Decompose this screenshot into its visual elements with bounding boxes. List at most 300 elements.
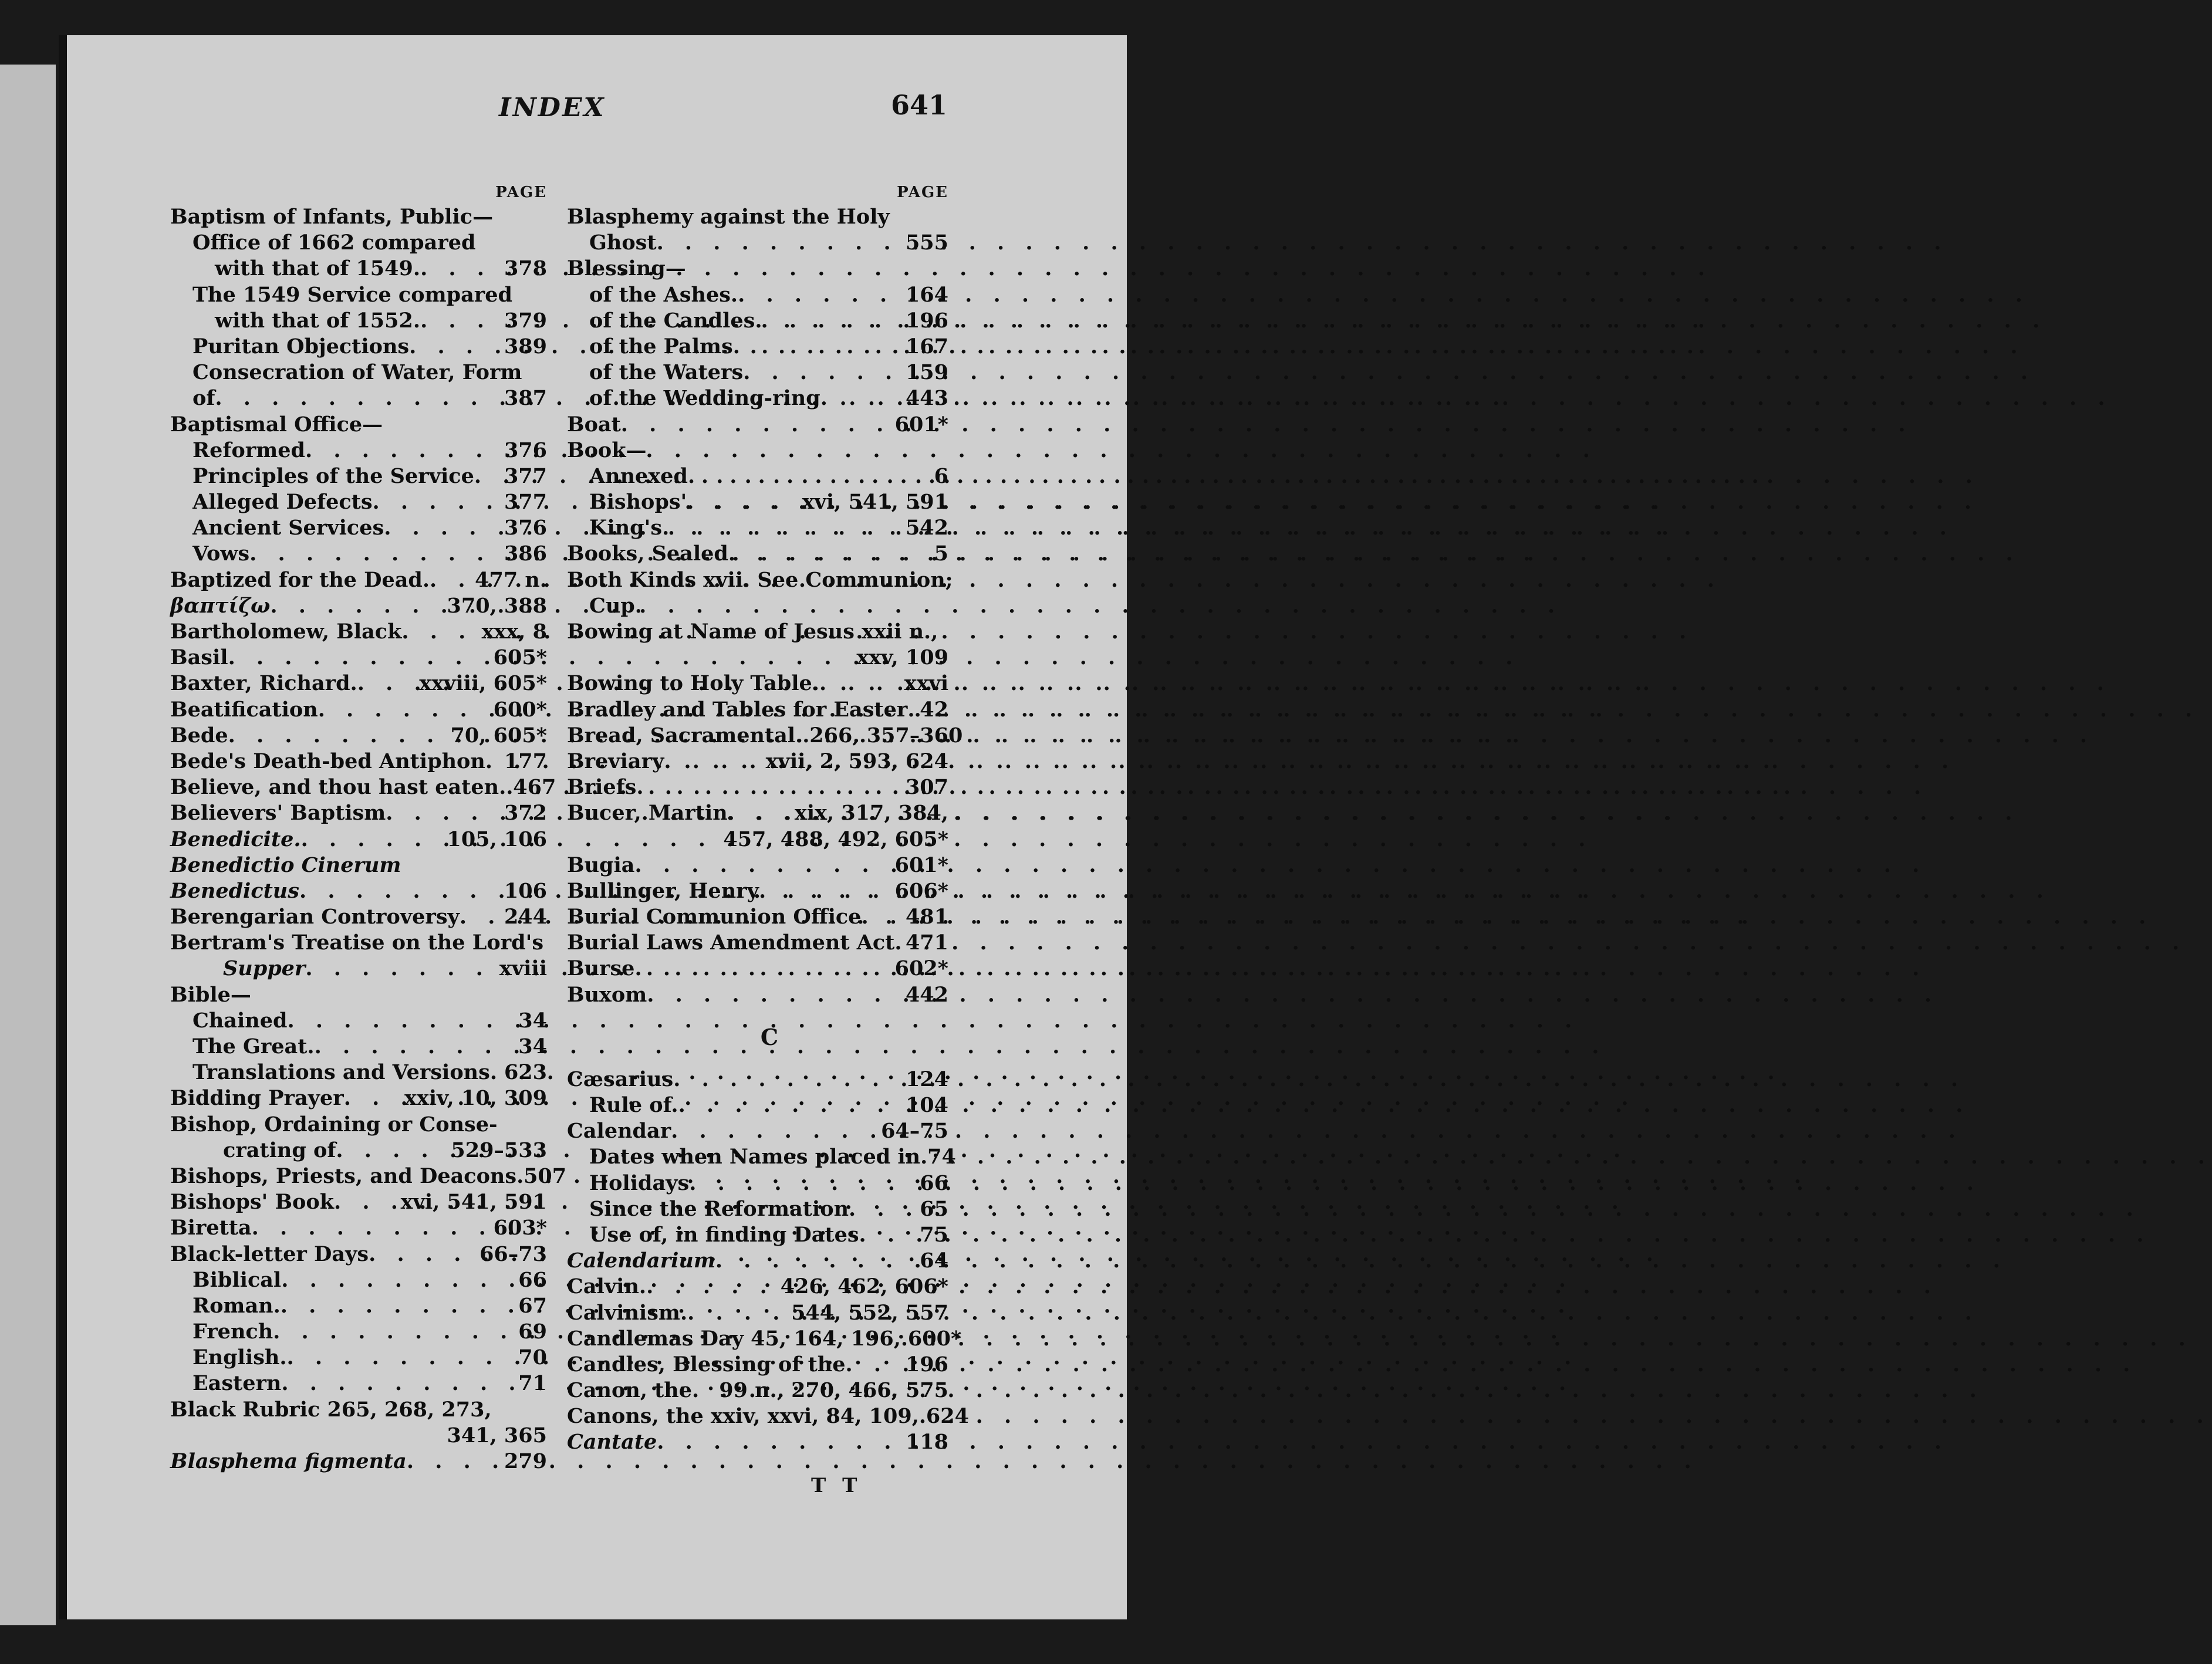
- entry-label: Vows: [193, 542, 250, 566]
- entry-label: English.: [193, 1345, 287, 1370]
- entry-label: Burial Laws Amendment Act: [567, 931, 895, 955]
- entry-label: Bishop, Ordaining or Conse-: [170, 1112, 498, 1137]
- entry-label: King's: [589, 516, 663, 540]
- index-entry: [567, 827, 948, 853]
- entry-label: Office of 1662 compared: [193, 231, 476, 255]
- entry-label: Baxter, Richard.: [170, 671, 357, 696]
- dot-leader: [249, 541, 501, 567]
- index-entry: [567, 1429, 948, 1455]
- entry-page-ref: xxx, 8: [481, 620, 547, 644]
- entry-page-ref: 167: [905, 334, 948, 358]
- dot-leader: [646, 1274, 777, 1300]
- entry-label: Rule of.: [589, 1093, 678, 1117]
- index-entry: [170, 412, 547, 438]
- entry-page-ref: 65: [920, 1196, 948, 1221]
- dot-leader: [636, 774, 902, 800]
- index-entry: [170, 464, 547, 489]
- left-entries: [170, 204, 567, 1474]
- dot-leader: [299, 878, 501, 904]
- index-entry: [567, 204, 948, 230]
- entry-label: of the Palms: [589, 334, 733, 358]
- dot-leader: [474, 464, 501, 489]
- index-entry: [170, 385, 547, 411]
- dot-leader: [287, 1345, 515, 1371]
- dot-leader: [634, 956, 891, 982]
- entry-page-ref: 602*: [894, 956, 948, 981]
- index-entry: [170, 1293, 547, 1319]
- entry-page-ref: xxvi: [904, 671, 948, 696]
- entry-label: Ancient Services: [193, 516, 384, 540]
- entry-page-ref: xix, 317, 384,: [794, 801, 948, 826]
- entry-page-ref: xvi, 541, 591: [400, 1190, 547, 1215]
- dot-leader: [894, 930, 902, 956]
- entry-label: Baptism of Infants, Public—: [170, 205, 494, 229]
- entry-page-ref: 74: [927, 1145, 956, 1169]
- entry-label: Since the Reformation: [589, 1196, 849, 1221]
- dot-leader: [846, 1352, 902, 1378]
- dot-leader: [336, 1138, 447, 1164]
- entry-label: with that of 1552.: [215, 308, 421, 333]
- entry-page-ref: 64–75: [881, 1119, 948, 1144]
- entry-label: of the Wedding-ring: [589, 386, 820, 411]
- entry-page-ref: 555: [905, 231, 948, 255]
- entry-page-ref: 69: [518, 1320, 547, 1344]
- index-entry: [170, 1164, 567, 1189]
- index-entry: [567, 385, 948, 411]
- entry-label: Bowing to Holy Table.: [567, 671, 819, 696]
- dot-leader: [728, 800, 791, 826]
- index-entry: [170, 515, 547, 541]
- index-entry: [567, 956, 948, 982]
- index-entry: [567, 904, 948, 930]
- index-entry: [567, 1196, 948, 1222]
- page-title: INDEX: [499, 93, 606, 123]
- index-entry: [170, 1423, 547, 1449]
- index-entry: [170, 1215, 547, 1241]
- entry-label: crating of: [223, 1138, 336, 1162]
- index-entry: [567, 878, 948, 904]
- dot-leader: [664, 749, 762, 774]
- index-column-right: [567, 181, 969, 1456]
- entry-label: Alleged Defects: [193, 490, 373, 515]
- index-entry: [170, 1267, 547, 1293]
- index-entry: [567, 1067, 948, 1093]
- index-entry: [170, 827, 547, 853]
- index-entry: [170, 1319, 547, 1345]
- dot-leader: [420, 256, 501, 282]
- index-entry: [170, 334, 547, 360]
- entry-label: Bede: [170, 723, 228, 748]
- index-entry: [567, 282, 948, 308]
- entry-page-ref: 159: [905, 360, 948, 385]
- page-column-label: PAGE: [495, 184, 547, 201]
- index-entry: [170, 904, 547, 930]
- entry-label: Canons, the xxiv, xxvi, 84, 109,: [567, 1404, 919, 1429]
- entry-label: Benedictio Cinerum: [170, 853, 401, 877]
- entry-page-ref: 34: [518, 1034, 547, 1058]
- entry-page-ref: 66: [920, 1171, 948, 1195]
- dot-leader: [228, 723, 447, 749]
- index-entry: [567, 1403, 969, 1429]
- entry-page-ref: 379: [504, 308, 547, 333]
- index-entry: [567, 645, 948, 671]
- entry-page-ref: 34: [518, 1008, 547, 1033]
- entry-page-ref: 70, 605*: [450, 723, 547, 748]
- entry-label: Black-letter Days: [170, 1242, 369, 1266]
- entry-page-ref: xxiv, 10, 309: [404, 1086, 547, 1111]
- dot-leader: [318, 697, 490, 723]
- entry-label: Burial Communion Office: [567, 905, 862, 929]
- index-entry: [170, 1242, 547, 1267]
- entry-page-ref: 477 n.: [475, 567, 547, 592]
- entry-label: Bishops' Book: [170, 1190, 334, 1215]
- dot-leader: [334, 1189, 397, 1215]
- signature-mark: T T: [811, 1474, 862, 1497]
- entry-label: Eastern: [193, 1371, 282, 1396]
- index-entry: [170, 438, 547, 464]
- entry-label: Bucer, Martin: [567, 801, 728, 826]
- index-entry: [170, 360, 547, 385]
- index-entry: [567, 1378, 948, 1403]
- index-entry: [170, 1371, 547, 1396]
- dot-leader: [386, 800, 501, 826]
- dot-leader: [634, 853, 891, 878]
- entry-label: Book—: [567, 438, 647, 462]
- entry-label: Briefs: [567, 775, 637, 800]
- index-entry: [567, 464, 948, 489]
- dot-leader: [228, 645, 490, 671]
- entry-page-ref: 471: [905, 931, 948, 955]
- entry-page-ref: 42: [920, 697, 948, 722]
- index-entry: [170, 567, 547, 593]
- right-c-entries: [567, 1067, 969, 1456]
- dot-leader: [384, 515, 501, 541]
- dot-leader: [689, 1171, 916, 1196]
- dot-leader: [409, 334, 501, 360]
- entry-label: Calvin.: [567, 1274, 647, 1299]
- index-entry: [170, 671, 547, 696]
- dot-leader: [715, 1248, 916, 1274]
- entry-page-ref: 603*: [493, 1216, 547, 1240]
- entry-page-ref: 377: [504, 464, 547, 488]
- entry-page-ref: 124: [905, 1067, 948, 1091]
- index-entry: [567, 800, 948, 826]
- entry-label: Black Rubric 265, 268, 273,: [170, 1397, 492, 1422]
- entry-label: Candlemas Day 45, 164, 196,: [567, 1326, 901, 1351]
- entry-label: Supper: [223, 956, 306, 981]
- entry-label: Buxom: [567, 982, 647, 1007]
- entry-page-ref: xvii, 2, 593, 624: [765, 749, 948, 773]
- entry-label: Bread, Sacramental.: [567, 723, 803, 748]
- index-entry: [567, 1326, 962, 1352]
- index-entry: [567, 567, 953, 593]
- entry-page-ref: 75: [920, 1222, 948, 1247]
- dot-leader: [273, 1319, 515, 1345]
- entry-label: Believers' Baptism: [170, 801, 386, 826]
- entry-label: Chained: [193, 1008, 288, 1033]
- dot-leader: [692, 1378, 715, 1403]
- entry-page-ref: xvi, 541, 591: [802, 490, 948, 515]
- index-entry: [170, 489, 547, 515]
- entry-page-ref: 507: [524, 1164, 567, 1188]
- index-entry: [567, 671, 948, 696]
- dot-leader: [755, 308, 902, 334]
- entry-label: Bullinger, Henry: [567, 878, 759, 903]
- entry-page-ref: 467: [513, 775, 556, 800]
- entry-page-ref: 341, 365: [447, 1423, 547, 1447]
- entry-page-ref: 426, 462, 606*: [780, 1274, 948, 1299]
- dot-leader: [315, 1034, 515, 1060]
- index-entry: [170, 204, 547, 230]
- entry-label: The Great.: [193, 1034, 315, 1058]
- entry-label: with that of 1549.: [215, 256, 421, 281]
- entry-label: Bede's Death-bed Antiphon: [170, 749, 485, 773]
- entry-page-ref: 624: [926, 1404, 969, 1429]
- dot-leader: [859, 1222, 917, 1248]
- index-entry: [170, 1112, 547, 1138]
- entry-label: Bugia: [567, 853, 635, 877]
- entry-page-ref: 66: [518, 1267, 547, 1292]
- entry-label: Benedictus: [170, 878, 299, 903]
- entry-label: Biretta: [170, 1216, 252, 1240]
- dot-leader: [687, 489, 798, 515]
- entry-label: Bertram's Treatise on the Lord's: [170, 931, 544, 955]
- index-entry: [170, 853, 547, 878]
- entry-page-ref: 389: [504, 334, 547, 358]
- index-entry: [567, 515, 948, 541]
- dot-leader: [305, 956, 496, 982]
- index-entry: [170, 982, 547, 1008]
- entry-page-ref: 529–533: [451, 1138, 547, 1162]
- entry-page-ref: 376: [504, 438, 547, 462]
- entry-page-ref: 600*: [493, 697, 547, 722]
- entry-page-ref: 378: [504, 256, 547, 281]
- entry-label: Principles of the Service: [193, 464, 474, 488]
- entry-label: Holidays: [589, 1171, 690, 1195]
- index-entry: [170, 749, 547, 774]
- dot-leader: [281, 1293, 515, 1319]
- index-entry: [170, 878, 547, 904]
- entry-page-ref: 601*: [894, 412, 948, 437]
- dot-leader: [621, 412, 891, 438]
- entry-label: Dates when Names placed in: [589, 1145, 921, 1169]
- entry-label: Bishops': [589, 490, 687, 515]
- entry-label: of: [193, 386, 215, 411]
- entry-label: Cup.: [589, 593, 642, 618]
- entry-page-ref: 70: [518, 1345, 547, 1370]
- index-entry: [567, 334, 948, 360]
- index-entry: [567, 1300, 948, 1326]
- dot-leader: [733, 334, 902, 360]
- entry-page-ref: xviii: [499, 956, 547, 981]
- dot-leader: [671, 1118, 877, 1144]
- index-entry: [567, 1352, 948, 1378]
- entry-label: Boat: [567, 412, 621, 437]
- index-entry: [567, 1274, 948, 1300]
- entry-label: Consecration of Water, Form: [193, 360, 522, 385]
- entry-label: Blasphema figmenta: [170, 1449, 407, 1473]
- entry-label: Calendar: [567, 1119, 671, 1144]
- index-entry: [567, 412, 948, 438]
- right-b-entries: [567, 204, 963, 1008]
- dot-leader: [662, 515, 902, 541]
- dot-leader: [373, 489, 501, 515]
- entry-page-ref: 601*: [894, 853, 948, 877]
- index-entry: [170, 1034, 547, 1060]
- entry-label: Bishops, Priests, and Deacons: [170, 1164, 517, 1188]
- entry-label: Breviary: [567, 749, 664, 773]
- index-entry: [567, 438, 948, 464]
- entry-label: Calvinism.: [567, 1300, 688, 1325]
- entry-page-ref: 106: [504, 878, 547, 903]
- entry-label: Ghost: [589, 231, 657, 255]
- entry-page-ref: xxviii, 605*: [419, 671, 547, 696]
- dot-leader: [688, 464, 931, 489]
- index-entry: [170, 1085, 547, 1111]
- entry-label: Both Kinds xvii. See Communion;: [567, 567, 953, 592]
- entry-page-ref: 66–73: [479, 1242, 547, 1266]
- dot-leader: [657, 230, 902, 256]
- entry-label: French: [193, 1320, 273, 1344]
- dot-leader: [281, 1371, 515, 1396]
- index-entry: [567, 853, 948, 878]
- entry-label: Beatification: [170, 697, 318, 722]
- index-entry: [170, 1189, 547, 1215]
- index-entry: [170, 800, 547, 826]
- index-entry: [567, 1171, 948, 1196]
- index-entry: [567, 982, 948, 1008]
- dot-leader: [728, 541, 931, 567]
- index-entry: [170, 1138, 547, 1164]
- entry-page-ref: 442: [905, 982, 948, 1007]
- dot-leader: [485, 749, 501, 774]
- index-entry: [567, 541, 948, 567]
- dot-leader: [407, 1449, 501, 1474]
- dot-leader: [759, 878, 891, 904]
- page-column-label: PAGE: [897, 184, 948, 201]
- entry-label: Reformed: [193, 438, 305, 462]
- entry-label: Puritan Objections: [193, 334, 410, 358]
- entry-label: Baptismal Office—: [170, 412, 383, 437]
- entry-page-ref: 605*: [493, 645, 547, 670]
- index-entry: [567, 230, 948, 256]
- entry-page-ref: 196: [905, 1352, 948, 1376]
- entry-page-ref: 105, 106: [447, 827, 547, 851]
- entry-page-ref: 104: [905, 1093, 948, 1117]
- dot-leader: [215, 385, 501, 411]
- entry-page-ref: 542: [905, 516, 948, 540]
- entry-page-ref: 600*: [907, 1326, 962, 1351]
- index-column-left: [170, 181, 567, 1474]
- entry-label: Books, Sealed: [567, 542, 728, 566]
- dot-leader: [301, 827, 444, 853]
- entry-label: of the Ashes.: [589, 282, 738, 307]
- entry-page-ref: 623: [504, 1060, 547, 1085]
- index-entry: [567, 1118, 948, 1144]
- dot-leader: [861, 904, 901, 930]
- entry-label: Translations and Versions: [193, 1060, 490, 1085]
- entry-label: Cantate: [567, 1430, 657, 1455]
- entry-page-ref: 372: [504, 801, 547, 826]
- entry-page-ref: xxv, 109: [856, 645, 948, 670]
- index-entry: [170, 723, 547, 749]
- entry-label: βαπτίζω: [170, 593, 271, 618]
- dot-leader: [738, 282, 902, 308]
- entry-page-ref: 5: [934, 542, 948, 566]
- entry-page-ref: 266, 357–360: [809, 723, 963, 748]
- entry-label: Annexed: [589, 464, 688, 488]
- dot-leader: [401, 619, 478, 645]
- index-entry: [567, 749, 948, 774]
- index-entry: [567, 308, 948, 334]
- page-number: 641: [891, 89, 948, 121]
- entry-label: Basil: [170, 645, 228, 670]
- entry-label: Candles, Blessing of the: [567, 1352, 846, 1376]
- entry-page-ref: 67: [518, 1293, 547, 1318]
- entry-page-ref: 376: [504, 516, 547, 540]
- entry-page-ref: 606*: [894, 878, 948, 903]
- entry-label: Use of, in finding Dates: [589, 1222, 859, 1247]
- entry-label: Canon, the: [567, 1378, 693, 1403]
- index-entry: [567, 697, 948, 723]
- index-entry: [170, 308, 547, 334]
- entry-label: Bidding Prayer: [170, 1086, 344, 1111]
- index-entry: [567, 1093, 948, 1118]
- entry-page-ref: 279: [504, 1449, 547, 1473]
- dot-leader: [907, 697, 916, 723]
- dot-leader: [743, 360, 902, 385]
- index-entry: [567, 489, 948, 515]
- dot-leader: [849, 1196, 916, 1222]
- index-entry: [170, 619, 547, 645]
- entry-page-ref: 164: [905, 282, 948, 307]
- dot-leader: [357, 671, 416, 696]
- entry-label: Calendarium: [567, 1249, 715, 1273]
- index-entry: [170, 1008, 547, 1034]
- dot-leader: [657, 1429, 902, 1455]
- entry-label: of the Waters: [589, 360, 744, 385]
- entry-page-ref: 244: [504, 905, 547, 929]
- index-entry: [567, 619, 948, 645]
- index-entry: [170, 697, 547, 723]
- entry-label: Cæsarius: [567, 1067, 674, 1091]
- section-letter-c: C: [760, 1023, 779, 1050]
- entry-label: Blessing—: [567, 256, 686, 281]
- entry-page-ref: 177: [504, 749, 547, 773]
- entry-label: Believe, and thou hast eaten.: [170, 775, 506, 800]
- index-entry: [170, 956, 547, 982]
- entry-page-ref: 64: [920, 1249, 948, 1273]
- entry-page-ref: 457, 488, 492, 605*: [723, 827, 948, 851]
- entry-page-ref: 443: [905, 386, 948, 411]
- entry-label: of the Candles: [589, 308, 755, 333]
- index-entry: [567, 930, 948, 956]
- entry-page-ref: 544, 552, 557: [791, 1300, 948, 1325]
- entry-label: Benedicite.: [170, 827, 301, 851]
- index-entry: [567, 360, 948, 385]
- entry-page-ref: 99 n., 270, 466, 575: [719, 1378, 948, 1403]
- index-entry: [170, 930, 547, 956]
- index-entry: [170, 1345, 547, 1371]
- dot-leader: [678, 1093, 902, 1118]
- dot-leader: [252, 1215, 490, 1241]
- entry-label: Berengarian Controversy: [170, 905, 460, 929]
- dot-leader: [420, 308, 501, 334]
- index-entry: [170, 282, 547, 308]
- index-entry: [170, 1060, 547, 1085]
- dot-leader: [819, 671, 901, 696]
- entry-label: Blasphemy against the Holy: [567, 205, 890, 229]
